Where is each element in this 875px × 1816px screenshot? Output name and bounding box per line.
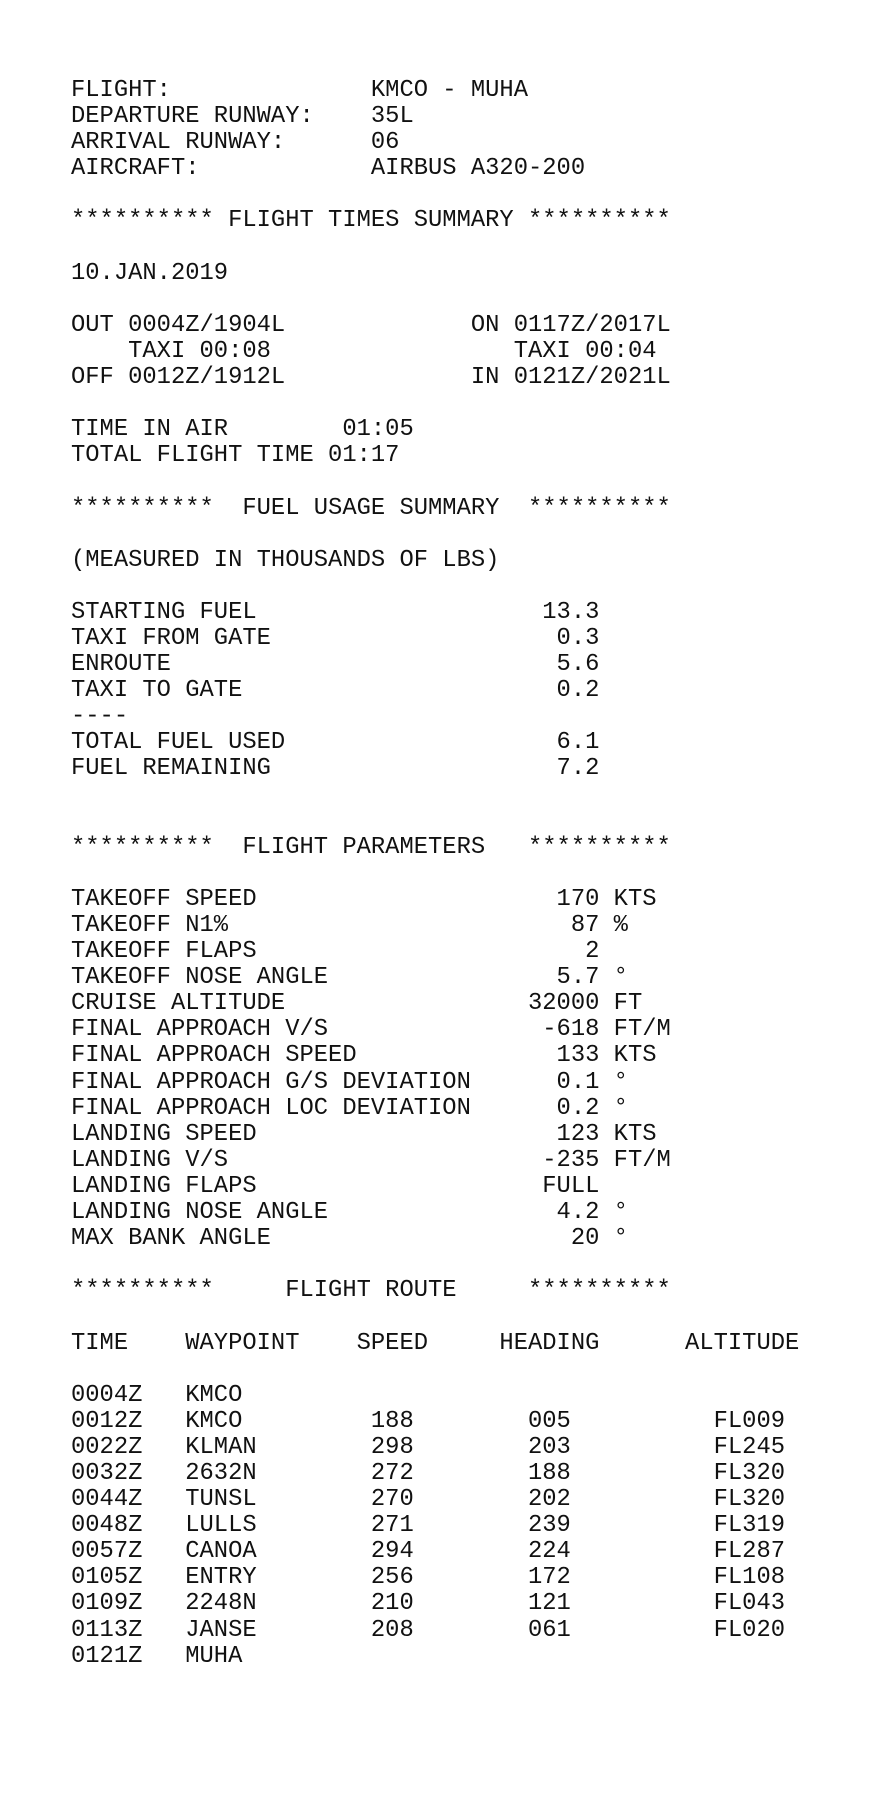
report-line — [71, 861, 799, 887]
report-line: TOTAL FUEL USED 6.1 — [71, 729, 600, 757]
report-line: CRUISE ALTITUDE 32000 FT — [71, 990, 643, 1018]
report-line: 0012Z KMCO 188 005 FL009 — [71, 1407, 786, 1435]
report-line — [71, 522, 799, 548]
report-line: TAKEOFF FLAPS 2 — [71, 938, 600, 966]
report-line: OFF 0012Z/1912L IN 0121Z/2021L — [71, 364, 671, 392]
report-line: 0113Z JANSE 208 061 FL020 — [71, 1616, 786, 1644]
report-line: ********** FUEL USAGE SUMMARY ********** — [71, 494, 671, 522]
report-line: AIRCRAFT: AIRBUS A320-200 — [71, 155, 586, 183]
report-line: 0109Z 2248N 210 121 FL043 — [71, 1590, 786, 1618]
report-line: TAXI 00:08 TAXI 00:04 — [71, 337, 657, 365]
report-line: LANDING V/S -235 FT/M — [71, 1146, 671, 1174]
report-line: TIME IN AIR 01:05 — [71, 416, 414, 444]
report-line: 0048Z LULLS 271 239 FL319 — [71, 1512, 786, 1540]
report-line: LANDING SPEED 123 KTS — [71, 1120, 657, 1148]
report-line: LANDING FLAPS FULL — [71, 1172, 600, 1200]
report-line: 0022Z KLMAN 298 203 FL245 — [71, 1433, 786, 1461]
report-line — [71, 469, 799, 495]
report-line: TAKEOFF N1% 87 % — [71, 912, 628, 939]
report-line — [71, 1357, 799, 1383]
report-line: TAXI TO GATE 0.2 — [71, 677, 600, 705]
report-line: 0057Z CANOA 294 224 FL287 — [71, 1538, 786, 1566]
report-line: ********** FLIGHT PARAMETERS ********** — [71, 833, 671, 861]
report-line — [71, 391, 799, 417]
report-line: FINAL APPROACH G/S DEVIATION 0.1 ° — [71, 1068, 628, 1096]
report-line — [71, 809, 799, 835]
report-line: FINAL APPROACH SPEED 133 KTS — [71, 1042, 657, 1070]
report-line: TAXI FROM GATE 0.3 — [71, 624, 600, 652]
report-line: ---- — [71, 703, 129, 731]
report-line: STARTING FUEL 13.3 — [71, 598, 600, 626]
report-line: DEPARTURE RUNWAY: 35L — [71, 103, 414, 131]
report-line — [71, 287, 799, 313]
report-line: OUT 0004Z/1904L ON 0117Z/2017L — [71, 311, 671, 339]
report-line: MAX BANK ANGLE 20 ° — [71, 1225, 628, 1253]
report-line — [71, 783, 799, 809]
report-line: LANDING NOSE ANGLE 4.2 ° — [71, 1199, 628, 1227]
report-line: 0044Z TUNSL 270 202 FL320 — [71, 1486, 786, 1514]
report-line: TAKEOFF SPEED 170 KTS — [71, 885, 657, 913]
report-line: 0004Z KMCO — [71, 1381, 243, 1409]
flight-report — [71, 78, 799, 1670]
report-line: 0032Z 2632N 272 188 FL320 — [71, 1459, 786, 1487]
report-line — [71, 1304, 799, 1330]
report-line: FUEL REMAINING 7.2 — [71, 755, 600, 783]
report-line: FINAL APPROACH V/S -618 FT/M — [71, 1016, 671, 1044]
report-line: 0121Z MUHA — [71, 1642, 243, 1670]
report-line: ********** FLIGHT ROUTE ********** — [71, 1277, 671, 1305]
report-line: TAKEOFF NOSE ANGLE 5.7 ° — [71, 964, 628, 992]
report-line — [71, 182, 799, 208]
report-line: FINAL APPROACH LOC DEVIATION 0.2 ° — [71, 1094, 628, 1122]
report-line: 10.JAN.2019 — [71, 259, 229, 287]
report-line — [71, 574, 799, 600]
report-line: ARRIVAL RUNWAY: 06 — [71, 129, 400, 157]
report-line: TIME WAYPOINT SPEED HEADING ALTITUDE — [71, 1329, 800, 1357]
report-line — [71, 235, 799, 261]
report-line — [71, 1252, 799, 1278]
report-line: 0105Z ENTRY 256 172 FL108 — [71, 1564, 786, 1592]
report-line: FLIGHT: KMCO - MUHA — [71, 77, 528, 104]
report-line: TOTAL FLIGHT TIME 01:17 — [71, 442, 400, 470]
report-line: ********** FLIGHT TIMES SUMMARY ********** — [71, 207, 671, 235]
report-line: (MEASURED IN THOUSANDS OF LBS) — [71, 546, 500, 574]
report-line: ENROUTE 5.6 — [71, 651, 600, 679]
